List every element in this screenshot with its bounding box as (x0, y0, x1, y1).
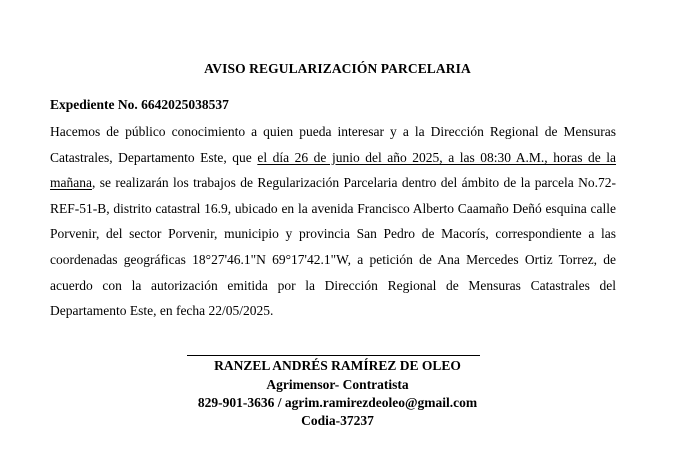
notice-title: AVISO REGULARIZACIÓN PARCELARIA (204, 61, 471, 76)
body-date-underlined: el día 26 de junio del año 2025, a las 08:30 A.M., horas de la mañana (50, 149, 617, 191)
expediente-number: Expediente No. 6642025038537 (50, 97, 229, 112)
body-text-intro: Hacemos de público conocimiento a quien pueda interesar y a la Dirección Regional de Mensuras Catastrales, Departamento Este, que (50, 124, 616, 165)
signer-role: Agrimensor- Contratista (266, 377, 409, 392)
body-text-rest: , se realizarán los trabajos de Regularización Parcelaria dentro del ámbito de la parcela No.72-REF-51-B, distrito catastral 16.9, ubicado en la avenida Francisco Alberto Caamaño Deñó esquina calle Porvenir, del sector Porvenir, municipio y provincia San Pedro de Macorís, correspondiente a las coordenadas geográficas 18°27'46.1"N 69°17'42.1"W, a petición de Ana Mercedes Ortiz Torrez, de acuerdo con la autorización emitida por la Dirección Regional de Mensuras Catastrales del Departamento Este, en fecha 22/05/2025. (50, 175, 616, 319)
signer-codia: Codia-37237 (301, 413, 374, 428)
signer-name: RANZEL ANDRÉS RAMÍREZ DE OLEO (214, 358, 461, 373)
signer-contact: 829-901-3636 / agrim.ramirezdeoleo@gmail.com (197, 395, 478, 410)
notice-body (50, 119, 616, 324)
signature-line (187, 355, 480, 356)
